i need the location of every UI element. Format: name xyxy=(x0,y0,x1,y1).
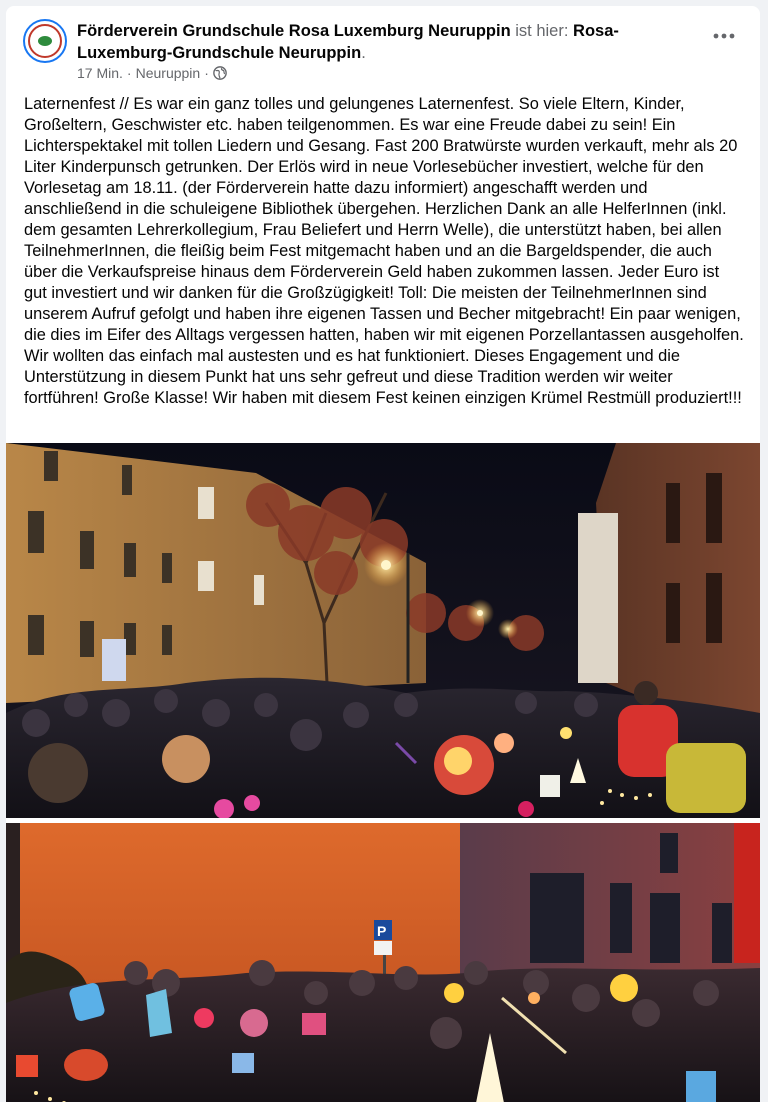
post-meta xyxy=(77,65,227,81)
meta-separator-2: · xyxy=(204,65,209,81)
globe-icon[interactable] xyxy=(213,66,227,80)
connector-text: ist hier: xyxy=(515,22,569,40)
location-link-1[interactable]: Rosa- xyxy=(573,22,619,40)
post-body-text: Laternenfest // Es war ein ganz tolles und gelungenes Laternenfest. So viele Eltern, Kinder, Großeltern, Geschwister etc. haben teilgenommen. Es war eine Freude dabei zu sein! Ein Lichterspektakel mit tollen Liedern und Gesang. Fast 200 Bratwürste wurden verkauft, mehr als 20 Liter Kinderpunsch getrunken. Der Erlös wird in neue Vorlesebücher investiert, welche für den Vorlesetag am 18.11. (der Förderverein hatte dazu informiert) angeschafft werden und anschließend in die schuleigene Bibliothek übergehen. Herzlichen Dank an alle HelferInnen (inkl. dem gesamten Lehrerkollegium, Frau Beliefert und Herrn Welle), die unterstützt haben, bei allen TeilnehmerInnen, die fleißig beim Fest mitgemacht haben und an die Bargeldspender, die auch über die Verkaufspreise hinaus dem Förderverein Geld haben zukommen lassen. Jeder Euro ist gut investiert und wir danken für die Großzügigkeit! Toll: Die meisten der TeilnehmerInnen sind unserem Aufruf gefolgt und haben ihre eigenen Tassen und Becher mitgebracht! Ein paar wenigen, die dies im Eifer des Alltags vergessen hatten, haben wir mit eigenen Porzellantassen ausgeholfen. Wir wollten das einfach mal austesten und es hat funktioniert. Dieses Engagement und die Unterstützung in diesem Punkt hat uns sehr gefreut und diese Tradition werden wir weiter fortführen! Große Klasse! Wir haben mit diesem Fest keinen einzigen Krümel Restmüll produziert!!! xyxy=(24,95,744,407)
meta-separator: · xyxy=(126,65,132,81)
post-photo-1[interactable] xyxy=(6,443,760,818)
title-period: . xyxy=(361,44,366,62)
post-card xyxy=(6,6,760,1102)
more-horizontal-icon xyxy=(713,33,735,39)
post-photo-2[interactable] xyxy=(6,823,760,1102)
parking-sign-letter: P xyxy=(377,923,387,939)
page-avatar[interactable] xyxy=(23,19,67,63)
author-name[interactable]: Förderverein Grundschule Rosa Luxemburg Neuruppin xyxy=(77,22,511,40)
more-options-button[interactable] xyxy=(710,26,738,46)
location-link-2[interactable]: Luxemburg-Grundschule Neuruppin xyxy=(77,44,362,62)
post-title xyxy=(77,20,687,64)
logo-icon xyxy=(28,24,62,58)
post-place[interactable]: Neuruppin xyxy=(135,65,201,81)
post-header xyxy=(6,6,760,86)
post-time[interactable]: 17 Min. xyxy=(77,65,123,81)
